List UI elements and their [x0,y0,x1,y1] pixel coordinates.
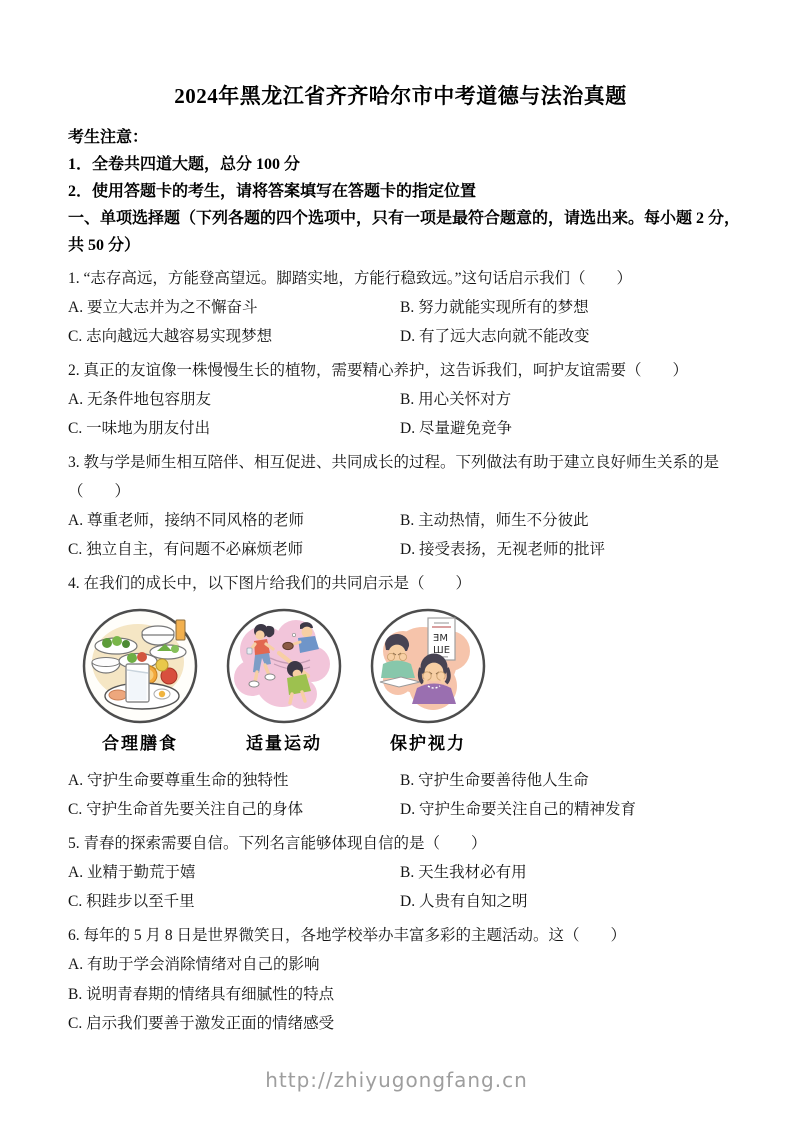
figure-caption: 合理膳食 [102,734,178,753]
option-b: B. 天生我材必有用 [400,864,527,881]
question-stem: 1. “志存高远，方能登高望远。脚踏实地，方能行稳致远。”这句话启示我们（ ） [68,270,633,287]
question-6 [68,921,763,1039]
balanced-diet-illustration [80,606,200,726]
question-stem: 6. 每年的 5 月 8 日是世界微笑日，各地学校举办丰富多彩的主题活动。这（ ） [68,927,627,944]
option-b: B. 说明青春期的情绪具有细腻性的特点 [68,985,335,1003]
question-1 [68,264,763,351]
figure-balanced-diet [80,606,200,754]
figure-caption: 保护视力 [390,734,466,753]
option-a: A. 无条件地包容朋友 [68,391,211,408]
svg-text:ШE: ШE [433,645,451,656]
question-4 [68,569,763,824]
question-5 [68,829,763,916]
question-stem: 4. 在我们的成长中，以下图片给我们的共同启示是（ ） [68,575,472,592]
option-b: B. 用心关怀对方 [400,391,512,408]
notice-item-1: 1．全卷共四道大题，总分 100 分 [68,156,301,173]
question-stem: 3. 教与学是师生相互陪伴、相互促进、共同成长的过程。下列做法有助于建立良好师生关系的是（ ） [68,454,720,500]
section-heading: 一、单项选择题（下列各题的四个选项中，只有一项是最符合题意的，请选出来。每小题 2 分，共 50 分） [68,210,741,254]
figure-protect-eyesight [368,606,488,754]
option-a: A. 有助于学会消除情绪对自己的影响 [68,956,320,973]
option-a: A. 守护生命要尊重生命的独特性 [68,772,289,789]
watermark-url: http://zhiyugongfang.cn [265,1068,528,1092]
options [68,385,763,443]
notice-item-2: 2．使用答题卡的考生，请将答案填写在答题卡的指定位置 [68,183,477,200]
option-c: C. 启示我们要善于激发正面的情绪感受 [68,1015,335,1032]
question-stem: 5. 青春的探索需要自信。下列名言能够体现自信的是（ ） [68,835,487,852]
question-2 [68,356,763,443]
option-c: C. 守护生命首先要关注自己的身体 [68,801,304,818]
option-d: D. 人贵有自知之明 [400,893,528,910]
options [68,293,763,351]
option-c: C. 一味地为朋友付出 [68,420,211,437]
option-b: B. 努力就能实现所有的梦想 [400,299,589,316]
option-b: B. 主动热情，师生不分彼此 [400,512,589,529]
option-b: B. 守护生命要善待他人生命 [400,772,589,789]
protect-eyesight-illustration [368,606,488,726]
option-d: D. 接受表扬，无视老师的批评 [400,541,605,558]
notice-heading: 考生注意： [68,129,149,146]
question-stem: 2. 真正的友谊像一株慢慢生长的植物，需要精心养护，这告诉我们，呵护友谊需要（ ） [68,362,689,379]
options [68,766,763,824]
option-c: C. 独立自主，有问题不必麻烦老师 [68,541,304,558]
option-a: A. 尊重老师，接纳不同风格的老师 [68,512,304,529]
figure-moderate-exercise [224,606,344,754]
question-4-figures [80,606,763,754]
option-c: C. 志向越远大越容易实现梦想 [68,328,273,345]
options [68,506,763,564]
option-c: C. 积跬步以至千里 [68,893,195,910]
options [68,858,763,916]
figure-caption: 适量运动 [246,734,322,753]
moderate-exercise-illustration [224,606,344,726]
option-d: D. 守护生命要关注自己的精神发育 [400,801,636,818]
question-3 [68,448,763,564]
option-d: D. 尽量避免竞争 [400,420,512,437]
option-a: A. 业精于勤荒于嬉 [68,864,196,881]
options [68,950,763,1039]
option-a: A. 要立大志并为之不懈奋斗 [68,299,258,316]
option-d: D. 有了远大志向就不能改变 [400,328,590,345]
svg-text:ƎM: ƎM [433,633,448,644]
page-title: 2024年黑龙江省齐齐哈尔市中考道德与法治真题 [174,84,627,108]
